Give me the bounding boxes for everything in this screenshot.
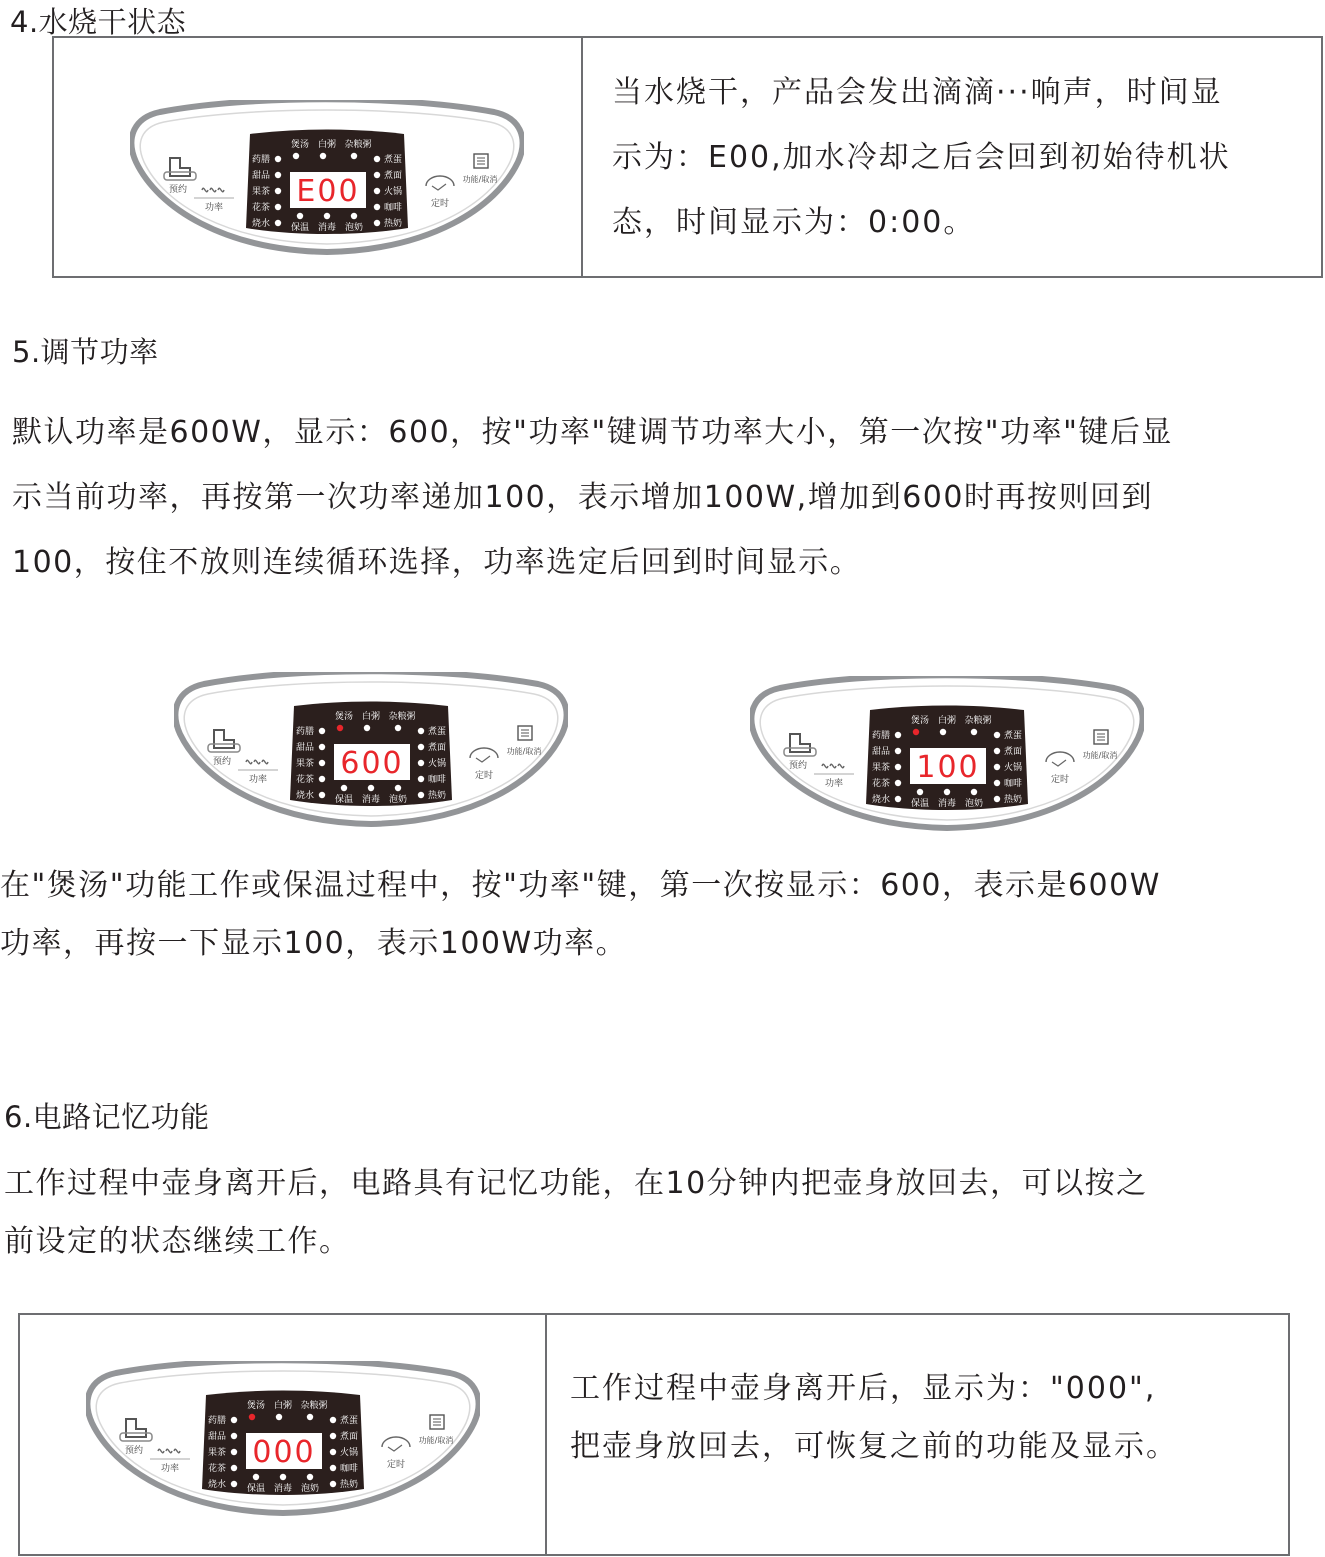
display-readout: 600 — [340, 746, 404, 781]
mode-led — [895, 748, 901, 754]
mode-led — [374, 220, 380, 226]
mode-led — [275, 220, 281, 226]
control-panel-100 — [750, 676, 1144, 832]
display-readout: 100 — [916, 750, 980, 785]
desc-line: 态，时间显示为：0:00。 — [612, 205, 976, 240]
mode-led — [418, 776, 424, 782]
section5-note — [0, 857, 1161, 973]
mode-label: 咖啡 — [428, 775, 447, 785]
mode-led — [337, 725, 343, 731]
section4-heading: 4.水烧干状态 — [10, 5, 187, 39]
mode-led — [275, 156, 281, 162]
mode-led — [341, 785, 347, 791]
mode-label: 药膳 — [872, 731, 891, 741]
mode-led — [395, 725, 401, 731]
mode-label: 果茶 — [252, 187, 271, 197]
mode-led — [351, 153, 357, 159]
mode-led — [895, 732, 901, 738]
mode-label: 白粥 — [361, 712, 381, 722]
control-panel-000 — [86, 1361, 480, 1517]
mode-label: 烧水 — [296, 791, 315, 801]
mode-label: 药膳 — [296, 727, 315, 737]
mode-label: 煮蛋 — [384, 155, 403, 165]
mode-label: 煲汤 — [334, 712, 354, 722]
mode-led — [994, 732, 1000, 738]
mode-led — [297, 213, 303, 219]
mode-led — [249, 1414, 255, 1420]
mode-led — [994, 796, 1000, 802]
mode-label: 果茶 — [296, 759, 315, 769]
mode-label: 药膳 — [208, 1416, 227, 1426]
paragraph-line: 示当前功率，再按第一次功率递加100，表示增加100W,增加到600时再按则回到 — [12, 480, 1153, 515]
mode-led — [351, 213, 357, 219]
mode-led — [374, 172, 380, 178]
mode-label: 火锅 — [384, 187, 403, 197]
mode-led — [330, 1417, 336, 1423]
desc-line: 工作过程中壶身离开后，显示为："000", — [570, 1371, 1157, 1406]
mode-led — [275, 172, 281, 178]
reserve-button-label: 预约 — [212, 757, 232, 767]
mode-label: 保温 — [334, 795, 354, 805]
mode-led — [994, 748, 1000, 754]
mode-label: 热奶 — [340, 1480, 359, 1490]
mode-led — [895, 764, 901, 770]
mode-led — [319, 728, 325, 734]
mode-label: 煮蛋 — [1004, 731, 1023, 741]
mode-label: 白粥 — [273, 1401, 293, 1411]
mode-label: 煮蛋 — [340, 1416, 359, 1426]
mode-led — [231, 1433, 237, 1439]
mode-label: 烧水 — [208, 1480, 227, 1490]
mode-led — [330, 1465, 336, 1471]
mode-label: 火锅 — [428, 759, 447, 769]
function-cancel-button-label: 功能/取消 — [506, 747, 542, 756]
mode-label: 热奶 — [428, 791, 447, 801]
mode-label: 咖啡 — [340, 1464, 359, 1474]
paragraph-line: 默认功率是600W，显示：600，按"功率"键调节功率大小，第一次按"功率"键后显 — [12, 415, 1173, 450]
mode-led — [231, 1465, 237, 1471]
display-readout: 000 — [252, 1435, 316, 1470]
table-divider — [545, 1315, 547, 1554]
mode-label: 杂粮粥 — [344, 140, 372, 150]
mode-label: 煲汤 — [290, 140, 310, 150]
function-cancel-button-label: 功能/取消 — [462, 175, 498, 184]
mode-led — [330, 1449, 336, 1455]
mode-led — [275, 188, 281, 194]
mode-label: 煲汤 — [910, 716, 930, 726]
section6-table — [18, 1313, 1290, 1556]
mode-label: 泡奶 — [964, 799, 984, 809]
timer-button-label: 定时 — [1050, 775, 1070, 785]
mode-led — [319, 792, 325, 798]
mode-label: 甜品 — [208, 1432, 227, 1442]
mode-led — [374, 188, 380, 194]
section6-heading: 6.电路记忆功能 — [4, 1100, 210, 1134]
mode-led — [940, 729, 946, 735]
mode-led — [994, 764, 1000, 770]
mode-label: 煲汤 — [246, 1401, 266, 1411]
mode-led — [374, 204, 380, 210]
mode-label: 烧水 — [252, 219, 271, 229]
power-button-label: 功率 — [248, 775, 268, 785]
section5-paragraph — [12, 400, 1173, 595]
mode-label: 花茶 — [296, 775, 315, 785]
mode-led — [364, 725, 370, 731]
mode-label: 泡奶 — [388, 795, 408, 805]
table-divider — [581, 38, 583, 276]
mode-label: 药膳 — [252, 155, 271, 165]
mode-led — [231, 1449, 237, 1455]
mode-label: 杂粮粥 — [388, 712, 416, 722]
mode-label: 甜品 — [872, 747, 891, 757]
reserve-button-label: 预约 — [788, 761, 808, 771]
mode-label: 煮面 — [1004, 747, 1023, 757]
mode-led — [971, 789, 977, 795]
mode-label: 泡奶 — [300, 1484, 320, 1494]
mode-led — [895, 780, 901, 786]
mode-led — [275, 204, 281, 210]
mode-led — [994, 780, 1000, 786]
mode-label: 花茶 — [252, 203, 271, 213]
section6-description — [570, 1360, 1178, 1476]
mode-label: 热奶 — [1004, 795, 1023, 805]
mode-label: 杂粮粥 — [300, 1401, 328, 1411]
mode-led — [418, 744, 424, 750]
mode-led — [293, 153, 299, 159]
mode-label: 咖啡 — [1004, 779, 1023, 789]
mode-label: 泡奶 — [344, 223, 364, 233]
mode-led — [320, 153, 326, 159]
mode-led — [253, 1474, 259, 1480]
mode-led — [231, 1417, 237, 1423]
panel-svg — [750, 676, 1144, 832]
reserve-button-label: 预约 — [168, 185, 188, 195]
mode-label: 保温 — [910, 799, 930, 809]
paragraph-line: 100，按住不放则连续循环选择，功率选定后回到时间显示。 — [12, 545, 862, 580]
mode-label: 花茶 — [872, 779, 891, 789]
paragraph-line: 工作过程中壶身离开后，电路具有记忆功能，在10分钟内把壶身放回去，可以按之 — [4, 1166, 1148, 1201]
mode-label: 杂粮粥 — [964, 716, 992, 726]
power-button-label: 功率 — [160, 1464, 180, 1474]
mode-led — [307, 1414, 313, 1420]
display-readout: E00 — [296, 174, 360, 209]
mode-led — [330, 1433, 336, 1439]
mode-label: 白粥 — [317, 140, 337, 150]
mode-led — [324, 213, 330, 219]
mode-label: 煮面 — [384, 171, 403, 181]
section4-table — [52, 36, 1323, 278]
control-panel-600 — [174, 672, 568, 828]
desc-line: 把壶身放回去，可恢复之前的功能及显示。 — [570, 1429, 1178, 1464]
mode-label: 煮蛋 — [428, 727, 447, 737]
mode-label: 甜品 — [296, 743, 315, 753]
section5-heading: 5.调节功率 — [12, 335, 159, 369]
mode-label: 果茶 — [872, 763, 891, 773]
mode-label: 煮面 — [340, 1432, 359, 1442]
function-cancel-button-label: 功能/取消 — [1082, 751, 1118, 760]
section6-paragraph — [4, 1155, 1148, 1271]
panel-svg — [174, 672, 568, 828]
mode-led — [276, 1414, 282, 1420]
mode-label: 咖啡 — [384, 203, 403, 213]
mode-label: 消毒 — [361, 795, 381, 805]
power-button-label: 功率 — [204, 203, 224, 213]
timer-button-label: 定时 — [474, 771, 494, 781]
mode-label: 甜品 — [252, 171, 271, 181]
mode-led — [368, 785, 374, 791]
mode-label: 白粥 — [937, 716, 957, 726]
panel-svg — [130, 100, 524, 256]
timer-button-label: 定时 — [430, 199, 450, 209]
mode-label: 果茶 — [208, 1448, 227, 1458]
mode-led — [917, 789, 923, 795]
mode-led — [395, 785, 401, 791]
mode-led — [231, 1481, 237, 1487]
mode-led — [418, 760, 424, 766]
panel-svg — [86, 1361, 480, 1517]
mode-label: 火锅 — [340, 1448, 359, 1458]
mode-label: 消毒 — [317, 223, 337, 233]
timer-button-label: 定时 — [386, 1460, 406, 1470]
mode-label: 热奶 — [384, 219, 403, 229]
mode-led — [330, 1481, 336, 1487]
note-line: 功率，再按一下显示100，表示100W功率。 — [0, 926, 628, 961]
mode-led — [895, 796, 901, 802]
mode-led — [319, 776, 325, 782]
mode-led — [944, 789, 950, 795]
note-line: 在"煲汤"功能工作或保温过程中，按"功率"键，第一次按显示：600，表示是600W — [0, 868, 1161, 903]
desc-line: 当水烧干，产品会发出滴滴···响声，时间显 — [612, 75, 1223, 110]
mode-label: 煮面 — [428, 743, 447, 753]
paragraph-line: 前设定的状态继续工作。 — [4, 1224, 351, 1259]
mode-label: 火锅 — [1004, 763, 1023, 773]
reserve-button-label: 预约 — [124, 1446, 144, 1456]
mode-led — [307, 1474, 313, 1480]
mode-led — [418, 792, 424, 798]
mode-label: 烧水 — [872, 795, 891, 805]
mode-led — [319, 760, 325, 766]
mode-label: 保温 — [246, 1484, 266, 1494]
mode-led — [280, 1474, 286, 1480]
section4-description — [612, 60, 1231, 255]
mode-label: 消毒 — [273, 1484, 293, 1494]
mode-led — [971, 729, 977, 735]
function-cancel-button-label: 功能/取消 — [418, 1436, 454, 1445]
mode-led — [913, 729, 919, 735]
mode-led — [319, 744, 325, 750]
mode-label: 消毒 — [937, 799, 957, 809]
mode-label: 花茶 — [208, 1464, 227, 1474]
control-panel — [130, 100, 524, 256]
mode-led — [374, 156, 380, 162]
mode-led — [418, 728, 424, 734]
mode-label: 保温 — [290, 223, 310, 233]
power-button-label: 功率 — [824, 779, 844, 789]
desc-line: 示为：E00,加水冷却之后会回到初始待机状 — [612, 140, 1231, 175]
